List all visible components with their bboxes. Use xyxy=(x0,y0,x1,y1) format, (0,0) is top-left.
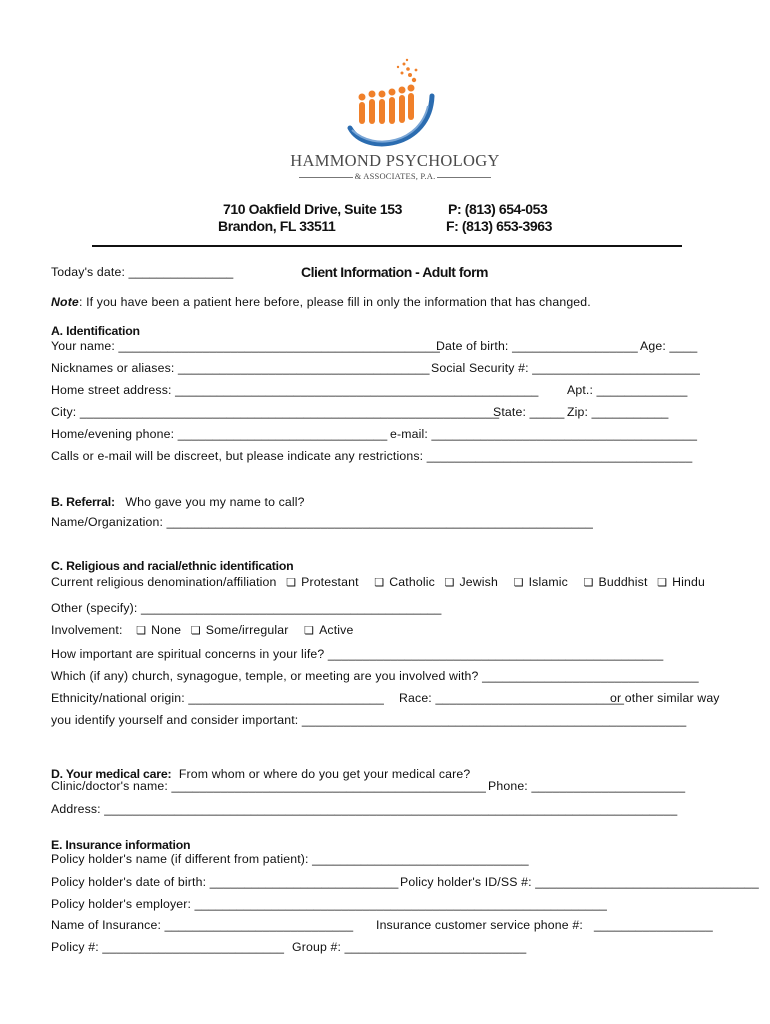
clinic-address-field[interactable]: Address: __________________________________________________________________________________ xyxy=(51,802,678,816)
checkbox-icon: ❏ xyxy=(583,577,594,589)
group-number-field[interactable]: Group #: __________________________ xyxy=(292,940,527,954)
policy-holder-name-field[interactable]: Policy holder's name (if different from patient): _______________________________ xyxy=(51,852,529,866)
checkbox-icon: ❏ xyxy=(286,577,297,589)
state-field[interactable]: State: _____ xyxy=(493,405,565,419)
note-text: Note: If you have been a patient here before, please fill in only the information that has changed. xyxy=(51,295,591,309)
policy-holder-id-field[interactable]: Policy holder's ID/SS #: ________________________________ xyxy=(400,875,759,889)
checkbox-none[interactable]: ❏ None xyxy=(136,623,182,637)
or-other-text: or other similar way xyxy=(610,691,720,705)
logo-figures-icon xyxy=(280,56,510,151)
checkbox-icon: ❏ xyxy=(513,577,524,589)
checkbox-catholic[interactable]: ❏ Catholic xyxy=(374,575,435,589)
denomination-row xyxy=(51,575,705,589)
policy-number-field[interactable]: Policy #: __________________________ xyxy=(51,940,285,954)
customer-service-label: Insurance customer service phone #: xyxy=(376,918,583,932)
checkbox-icon: ❏ xyxy=(657,577,668,589)
firm-subtitle: & ASSOCIATES, P.A. xyxy=(280,171,510,181)
home-address-field[interactable]: Home street address: ____________________________________________________ xyxy=(51,383,539,397)
form-title: Client Information - Adult form xyxy=(301,264,488,280)
policy-holder-dob-field[interactable]: Policy holder's date of birth: ___________________________ xyxy=(51,875,399,889)
self-identify-field[interactable]: you identify yourself and consider important: _______________________________________________________ xyxy=(51,713,687,727)
checkbox-icon: ❏ xyxy=(136,625,147,637)
referral-question: Who gave you my name to call? xyxy=(125,495,305,509)
header-divider xyxy=(92,245,682,247)
checkbox-buddhist[interactable]: ❏ Buddhist xyxy=(583,575,648,589)
section-e-heading: E. Insurance information xyxy=(51,838,191,852)
checkbox-some-irregular[interactable]: ❏ Some/irregular xyxy=(190,623,289,637)
apt-field[interactable]: Apt.: _____________ xyxy=(567,383,688,397)
address-line-1: 710 Oakfield Drive, Suite 153 xyxy=(223,201,403,217)
date-of-birth-field[interactable]: Date of birth: __________________ xyxy=(436,339,638,353)
race-field[interactable]: Race: ___________________________ xyxy=(399,691,625,705)
nicknames-field[interactable]: Nicknames or aliases: ____________________________________ xyxy=(51,361,430,375)
involvement-label: Involvement: xyxy=(51,623,123,637)
section-c-heading: C. Religious and racial/ethnic identification xyxy=(51,559,294,573)
checkbox-protestant[interactable]: ❏ Protestant xyxy=(286,575,359,589)
involvement-row xyxy=(51,623,353,637)
address-line-2: Brandon, FL 33511 xyxy=(218,218,336,234)
checkbox-icon: ❏ xyxy=(374,577,385,589)
section-a-heading: A. Identification xyxy=(51,324,140,338)
checkbox-jewish[interactable]: ❏ Jewish xyxy=(444,575,498,589)
church-field[interactable]: Which (if any) church, synagogue, temple, or meeting are you involved with? _______________________________ xyxy=(51,669,699,683)
city-field[interactable]: City: ____________________________________________________________ xyxy=(51,405,500,419)
checkbox-active[interactable]: ❏ Active xyxy=(304,623,354,637)
section-b-heading: B. Referral: xyxy=(51,495,115,509)
spiritual-concerns-field[interactable]: How important are spiritual concerns in your life? ________________________________________________ xyxy=(51,647,664,661)
checkbox-icon: ❏ xyxy=(190,625,201,637)
insurance-name-field[interactable]: Name of Insurance: ___________________________ xyxy=(51,918,354,932)
employer-field[interactable]: Policy holder's employer: ___________________________________________________________ xyxy=(51,897,607,911)
denomination-label: Current religious denomination/affiliation xyxy=(51,575,277,589)
your-name-field[interactable]: Your name: ______________________________________________ xyxy=(51,339,440,353)
firm-name: HAMMOND PSYCHOLOGY xyxy=(290,151,500,170)
phone-number: P: (813) 654-053 xyxy=(448,201,548,217)
social-security-field[interactable]: Social Security #: ________________________ xyxy=(431,361,701,375)
checkbox-hindu[interactable]: ❏ Hindu xyxy=(657,575,706,589)
customer-service-phone-field[interactable]: _________________ xyxy=(594,918,713,932)
firm-logo xyxy=(280,56,510,188)
other-religion-field[interactable]: Other (specify): ___________________________________________ xyxy=(51,601,442,615)
todays-date-field[interactable]: Today's date: _______________ xyxy=(51,265,234,279)
clinic-phone-field[interactable]: Phone: ______________________ xyxy=(488,779,686,793)
home-phone-field[interactable]: Home/evening phone: ______________________________ xyxy=(51,427,388,441)
clinic-name-field[interactable]: Clinic/doctor's name: _____________________________________________ xyxy=(51,779,486,793)
medical-care-question: From whom or where do you get your medical care? xyxy=(178,767,471,781)
fax-number: F: (813) 653-3963 xyxy=(446,218,553,234)
referral-row xyxy=(51,493,305,511)
ethnicity-field[interactable]: Ethnicity/national origin: ____________________________ xyxy=(51,691,385,705)
email-field[interactable]: e-mail: ______________________________________ xyxy=(390,427,698,441)
name-organization-field[interactable]: Name/Organization: _____________________________________________________________ xyxy=(51,515,593,529)
contact-restrictions-field[interactable]: Calls or e-mail will be discreet, but please indicate any restrictions: ______________________________________ xyxy=(51,449,693,463)
zip-field[interactable]: Zip: ___________ xyxy=(567,405,669,419)
age-field[interactable]: Age: ____ xyxy=(640,339,698,353)
checkbox-icon: ❏ xyxy=(304,625,315,637)
section-d-heading: D. Your medical care: xyxy=(51,767,172,781)
checkbox-icon: ❏ xyxy=(444,577,455,589)
checkbox-islamic[interactable]: ❏ Islamic xyxy=(513,575,568,589)
